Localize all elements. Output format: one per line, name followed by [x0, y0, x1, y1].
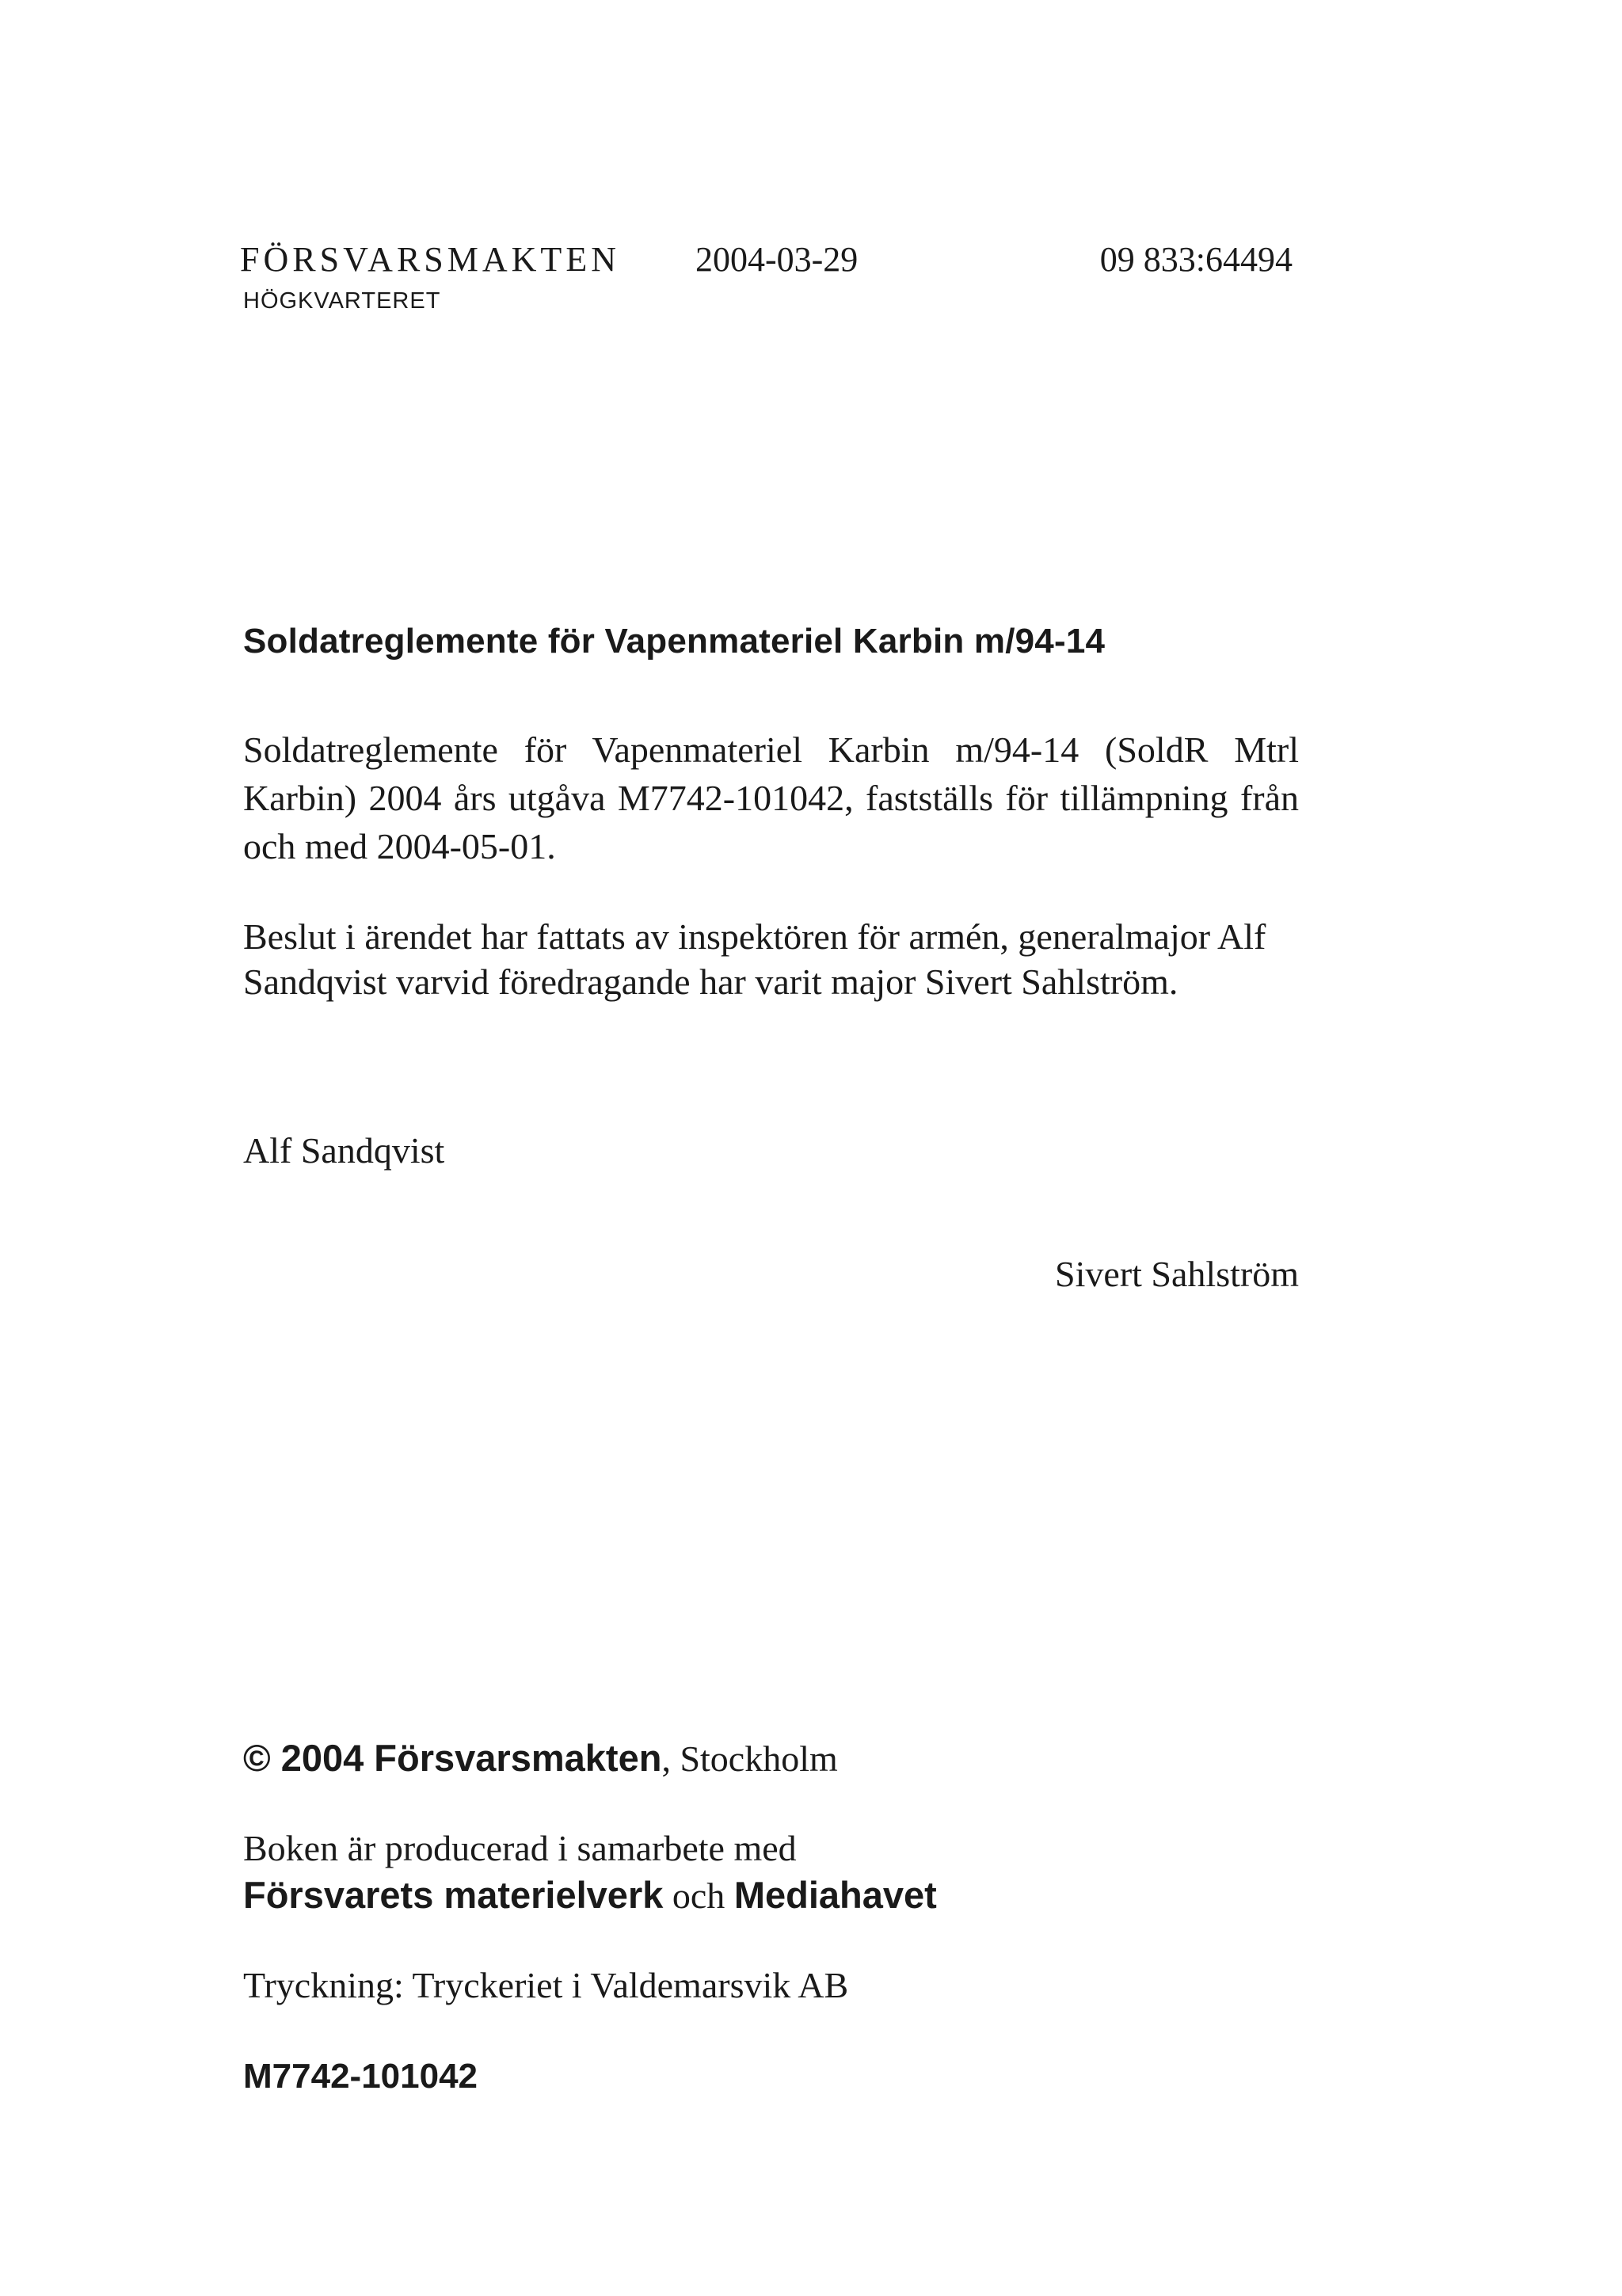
copyright-line: [243, 1734, 838, 1783]
document-date: 2004-03-29: [695, 240, 859, 279]
signature-secondary: Sivert Sahlström: [1055, 1254, 1299, 1294]
organization-name: FÖRSVARSMAKTEN: [240, 240, 620, 279]
production-note: Boken är producerad i samarbete med: [243, 1828, 797, 1868]
producer-mediahavet: Mediahavet: [733, 1874, 937, 1916]
printing-note: Tryckning: Tryckeriet i Valdemarsvik AB: [243, 1965, 849, 2005]
signature-primary: Alf Sandqvist: [243, 1130, 445, 1171]
copyright-holder: © 2004 Försvarsmakten: [243, 1737, 662, 1779]
department-name: HÖGKVARTERET: [243, 288, 441, 314]
article-number: M7742-101042: [243, 2057, 478, 2096]
producers-line: [243, 1871, 937, 1920]
producer-conjunction: och: [663, 1875, 734, 1916]
copyright-location: , Stockholm: [661, 1738, 838, 1779]
decision-maker-paragraph: Beslut i ärendet har fattats av inspektören för armén, generalmajor Alf Sandqvist varvid föredragande har varit major Sivert Sahlström.: [243, 916, 1266, 1002]
producer-fmv: Försvarets materielverk: [243, 1874, 664, 1916]
reference-number: 09 833:64494: [1099, 240, 1293, 279]
document-title: Soldatreglemente för Vapenmateriel Karbin m/94-14: [243, 622, 1106, 661]
decision-paragraph: Soldatreglemente för Vapenmateriel Karbin m/94-14 (SoldR Mtrl Karbin) 2004 års utgåva M7742-101042, fastställs för tillämpning från och med 2004-05-01.: [243, 729, 1299, 866]
